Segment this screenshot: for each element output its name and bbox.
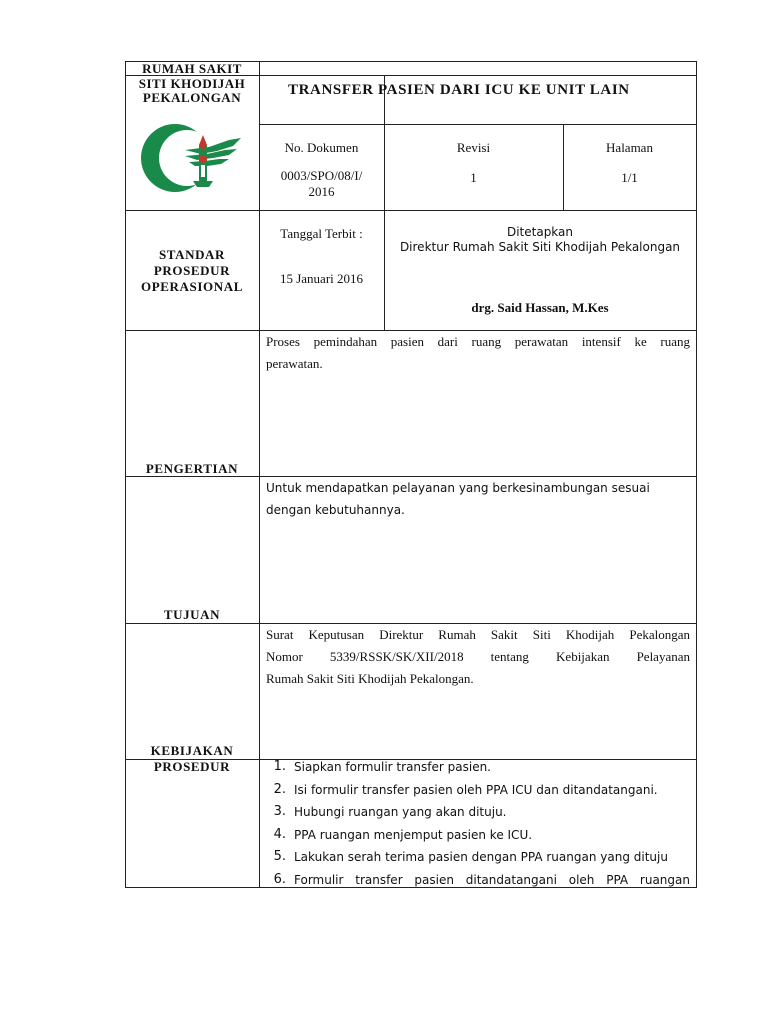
revisi-label: Revisi bbox=[456, 140, 491, 155]
page-title: TRANSFER PASIEN DARI ICU KE UNIT LAIN bbox=[288, 82, 630, 98]
list-item: 4. PPA ruangan menjemput pasien ke ICU. bbox=[273, 826, 533, 842]
pengertian-label: PENGERTIAN bbox=[145, 461, 239, 476]
table-border-right bbox=[696, 61, 697, 888]
no-dokumen-value: 0003/SPO/08/I/ 2016 bbox=[280, 168, 363, 199]
signatory-name: drg. Said Hassan, M.Kes bbox=[471, 300, 609, 315]
revisi-value: 1 bbox=[470, 170, 477, 185]
spo-label: STANDAR PROSEDUR OPERASIONAL bbox=[141, 247, 243, 294]
tujuan-label: TUJUAN bbox=[163, 607, 221, 622]
hospital-name: RUMAH SAKIT SITI KHODIJAH PEKALONGAN bbox=[138, 61, 246, 105]
prosedur-label: PROSEDUR bbox=[153, 759, 231, 774]
header-title-bottom bbox=[259, 124, 697, 125]
prosedur-steps bbox=[270, 759, 690, 894]
tujuan-text: Untuk mendapatkan pelayanan yang berkesinambungan sesuai dengan kebutuhannya. bbox=[266, 481, 650, 517]
direktur-title: Direktur Rumah Sakit Siti Khodijah Pekalongan bbox=[399, 240, 681, 254]
list-item: 6. Formulir transfer pasien ditandatangani oleh PPA ruangan bbox=[273, 871, 690, 887]
spo-document bbox=[125, 61, 697, 888]
list-item: 3. Hubungi ruangan yang akan dituju. bbox=[273, 804, 507, 819]
list-item: 1. Siapkan formulir transfer pasien. bbox=[273, 759, 491, 774]
no-dokumen-label: No. Dokumen bbox=[284, 140, 359, 155]
halaman-label: Halaman bbox=[606, 140, 653, 155]
hospital-crescent-emblem-icon bbox=[137, 123, 249, 193]
tanggal-terbit-label: Tanggal Terbit : bbox=[280, 226, 363, 241]
ditetapkan-label: Ditetapkan bbox=[506, 225, 574, 239]
list-item: 5. Lakukan serah terima pasien dengan PPA ruangan yang dituju bbox=[273, 849, 668, 864]
header-bottom bbox=[125, 210, 697, 211]
list-item: 2. Isi formulir transfer pasien oleh PPA ICU dan ditandatangani. bbox=[273, 781, 658, 797]
revisi-halaman-divider bbox=[563, 124, 564, 210]
halaman-value: 1/1 bbox=[621, 170, 638, 185]
kebijakan-text: Surat Keputusan Direktur Rumah Sakit Siti Khodijah Pekalongan Nomor 5339/RSSK/SK/XII/2018 tentang Kebijakan Pelayanan Rumah Sakit Siti Khodijah Pekalongan. bbox=[266, 627, 690, 686]
kebijakan-label: KEBIJAKAN bbox=[150, 743, 234, 758]
pengertian-text: Proses pemindahan pasien dari ruang perawatan intensif ke ruang perawatan. bbox=[266, 334, 690, 371]
tanggal-terbit-value: 15 Januari 2016 bbox=[279, 271, 364, 286]
